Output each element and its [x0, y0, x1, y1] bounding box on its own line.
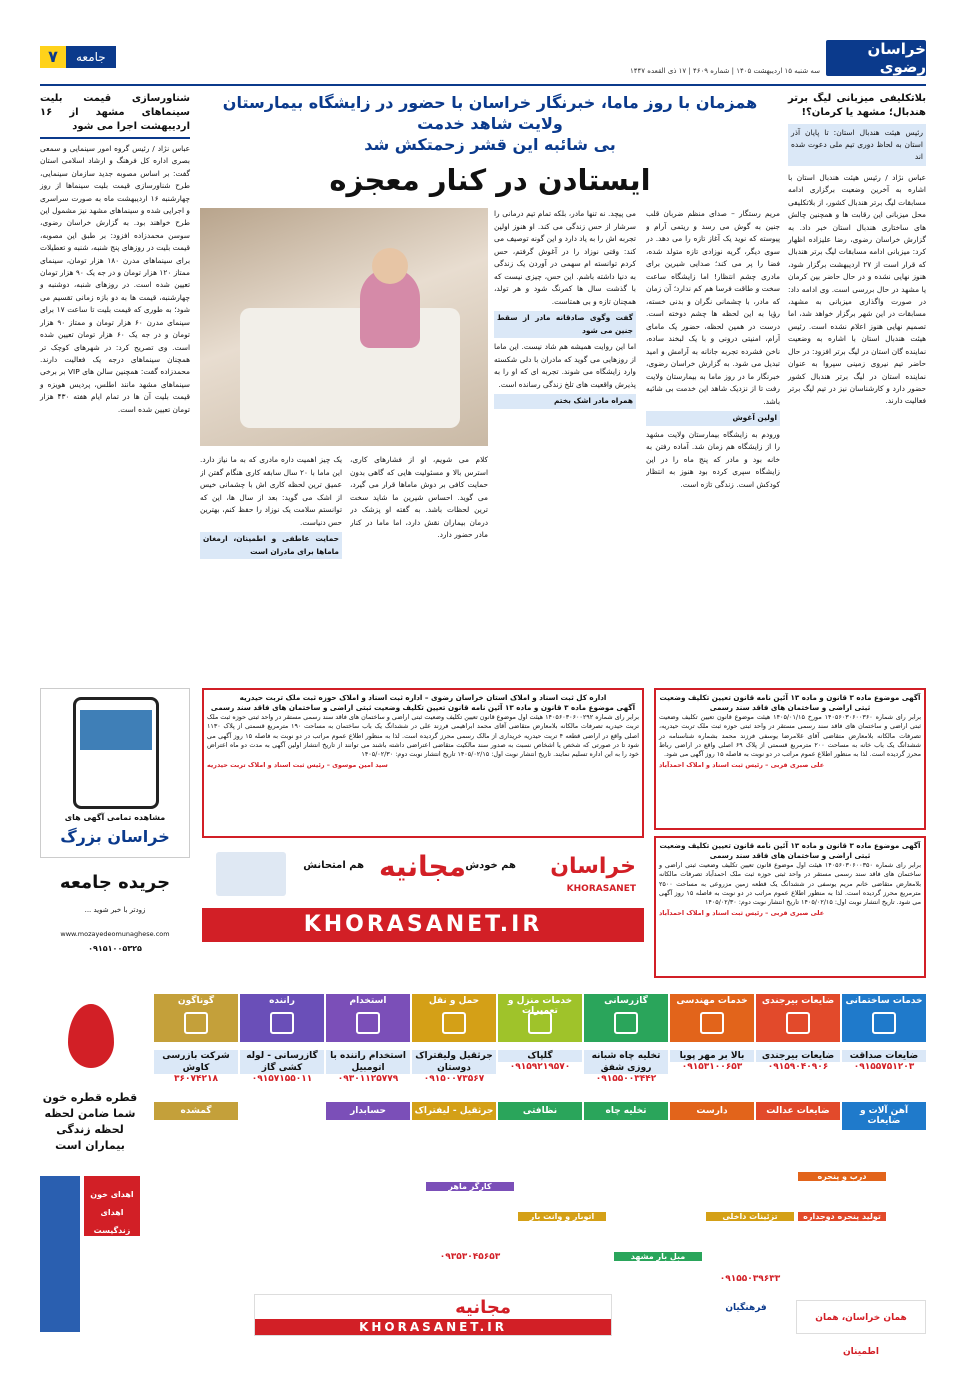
category-tile-secondary[interactable] — [498, 1102, 582, 1120]
item-title: شرکت بازرسی کاوش — [154, 1050, 238, 1074]
blood-drop-icon — [68, 1004, 114, 1068]
footer-cat-doors[interactable]: درب و پنجره — [798, 1172, 886, 1181]
blood-cta — [84, 1176, 140, 1236]
newspaper-logo[interactable]: خراسان رضوی — [826, 40, 926, 76]
item-phone[interactable]: ۰۹۱۵۹۰۴۰۹۰۶ — [767, 1062, 829, 1072]
notice-title: آگهی موضوع ماده ۳ قانون و ماده ۱۳ آئین نامه قانون تعیین تکلیف وضعیت ثبتی اراضی و ساختمان های فاقد سند رسمی — [659, 841, 921, 860]
ads-area — [40, 688, 926, 980]
category-label: حسابدار — [350, 1106, 386, 1116]
page-number: ۷ — [40, 46, 66, 68]
category-tile[interactable] — [670, 994, 754, 1042]
story-kicker-2: بی شائبه این قشر زحمتکش شد — [364, 135, 616, 154]
story-kicker: همزمان با روز ماما، خبرنگار خراسان با حضور در زایشگاه بیمارستان ولایت شاهد خدمت — [222, 93, 758, 133]
footer-cat-truck[interactable]: اتوبار و وانت بار — [518, 1212, 606, 1221]
category-tile-secondary[interactable] — [670, 1102, 754, 1120]
legal-notice-3 — [202, 688, 644, 838]
banner-free: مجانیه — [379, 850, 466, 883]
jaride-logo: جریده جامعه — [59, 872, 171, 893]
blood-donation-ad — [40, 994, 140, 1340]
notice-signature: علی صبری قربی – رئیس ثبت اسناد و املاک احمدآباد — [659, 761, 825, 770]
col-text: کلام می شویم، او از فشارهای کاری، استرس بالا و مسئولیت هایی که گاهی بدون حمایت کافی بر دوش ماماها قرار می گیرد، می گوید. احساس شیرین ما شاید سخت ترین لحظات باشد. به گفته او پزشک در درمان بیماران نقش دارد، اما ماما در کنار مادر حضور دارد. — [350, 455, 488, 539]
item-title: جرثقیل ولیفتراک دوستان — [412, 1050, 496, 1074]
subheading: گفت وگوی صادقانه مادر از سقط جنین می شود — [494, 311, 636, 338]
category-label: خدمات مهندسی — [676, 996, 748, 1006]
footer-banner-free: مجانیه — [455, 1297, 511, 1318]
notice-body: برابر رای شماره ۱۴۰۵۶۰۳۰۶۰۰۲۹۲ هیئت اول موضوع قانون تعیین تکلیف وضعیت ثبتی اراضی و ساختمان های فاقد سند رسمی مستقر در واحد ثبتی حوزه ثبت ملک تربت حیدریه تصرفات مالکانه بلامعارض متقاضی آقای محمد ابراهیمی فرزند علی در ششدانگ یک باب ساختمان به مساحت ۱۹۰ مترمربع قسمتی از پلاک ۱۱۳۰ اصلی واقع در اراضی قطعه ۴ تربت حیدریه خریداری از مالک رسمی محرز گردیده است. لذا به منظور اطلاع عموم مراتب در دو نوبت به فاصله ۱۵ روز آگهی می شود تا در صورتی که شخص یا اشخاص نسبت به صدور سند مالکیت متقاضی اعتراضی داشته باشند می توانند از تاریخ انتشار اولین آگهی به مدت دو ماه اعتراض خود را به این اداره تسلیم نمایند. تاریخ انتشار نوبت اول: ۱۴۰۵/۰۲/۱۵ تاریخ انتشار نوبت دوم: ۱۴۰۵/۰۲/۳۰ — [207, 713, 640, 759]
category-tile-secondary[interactable] — [842, 1102, 926, 1130]
category-icon — [528, 1012, 552, 1034]
item-phone[interactable]: ۰۹۱۵۷۱۵۵۰۱۱ — [251, 1074, 313, 1084]
col-text: یک چیز اهمیت داره مادری که به ما نیاز دارد. این ماما با ۲۰ سال سابقه کاری هنگام گفتن از عمیق ترین لحظه کاری اش با چشمانی خیس از اشک می گوید: بعد از سال ها، این که توانستم سلامت یک نوزاد را حفظ کنم، بهترین حس دنیاست. — [200, 455, 342, 527]
issue-line: سه شنبه ۱۵ اردیبهشت ۱۴۰۵ | شماره ۴۶۰۹ | ۱۷ ذی القعده ۱۴۴۷ — [630, 67, 820, 75]
category-label: استخدام — [349, 996, 387, 1006]
header-divider — [40, 84, 926, 86]
story-col-4 — [200, 454, 342, 678]
article-title: بلاتکلیفی میزبانی لیگ برتر هندبال؛ مشهد یا کرمان؟! — [788, 93, 926, 118]
classified-item[interactable] — [240, 1050, 324, 1084]
main-story — [200, 92, 780, 680]
masthead — [40, 40, 926, 80]
category-tile[interactable] — [412, 994, 496, 1042]
category-tile[interactable] — [498, 994, 582, 1042]
category-label: آهن آلات و ضایعات — [859, 1106, 909, 1126]
category-icon — [614, 1012, 638, 1034]
item-phone[interactable]: ۰۹۱۵۰۰۷۳۵۶۷ — [423, 1074, 485, 1084]
category-tile-secondary[interactable] — [756, 1102, 840, 1120]
category-icon — [872, 1012, 896, 1034]
article-body: عباس نژاد / رئیس گروه امور سینمایی و سمعی بصری اداره کل فرهنگ و ارشاد اسلامی استان گفت: بر اساس مصوبه جدید سازمان سینمایی، طرح شناورسازی قیمت بلیت سینماها از روز چهارشنبه ۱۶ اردیبهشت ماه به صورت سراسری و اجرایی شده و سینماهای مشهد نیز مشمول این طرح خواهند بود. به گزارش خراسان رضوی، سوسن محمدزاده افزود: بر طبق این مصوبه، قیمت بلیت در روزهای پنج شنبه، شنبه و تعطیلات برای سینماهای مدرن ۱۸۰ هزار تومان، سینمای ممتاز ۱۲۰ هزار تومان و در جه یک ۹۰ هزار تومان تعیین شده است. در روزهای شنبه، دوشنبه و چهارشنبه، قیمت ها به دو بازه زمانی تقسیم می شود؛ به طوری که قیمت بلیت تا ساعت ۱۷ برای سینمای مدرن ۶۰ هزار تومان و ممتاز ۹۰ هزار تومان و در جه یک ۶۰ هزار تومان تعیین شده است. وی تصریح کرد: در شهرهای کوچک تر همچنان سینماهای درجه یک فعالیت دارند. محمدزاده گفت: همچنین سالن های VIP بر برخی سینماهای مشهد مانند اطلس، پردیس هویزه و قیمت بلیت آن ها در تمام ایام هفته ۴۳۰ هزار تومان تعیین شده است. — [40, 144, 191, 414]
footer-phone-1[interactable]: ۰۹۳۵۳۰۴۵۶۵۳ — [439, 1252, 501, 1262]
handball-article — [788, 92, 926, 637]
item-title: ضایعات بیرجندی — [756, 1050, 840, 1062]
item-phone[interactable]: ۰۹۱۵۵۷۵۱۲۰۳ — [853, 1062, 915, 1072]
legal-notice-1 — [654, 688, 926, 830]
article-lead: رئیس هیئت هندبال استان: تا پایان آذر استان به لحاظ دوری تیم ملی دعوت شده اند — [788, 124, 926, 166]
khorasanet-banner[interactable] — [202, 846, 644, 942]
category-tile[interactable] — [240, 994, 324, 1042]
section-name[interactable]: جامعه — [66, 46, 116, 68]
category-label: دارست — [696, 1106, 728, 1116]
col-text: می پیچد. نه تنها مادر، بلکه تمام تیم درمانی را سرشار از حس زندگی می کند. او هنوز اولین تجربه اش را به یاد دارد و این گونه توصیف می کند: وقتی نوزاد را در آغوش گرفتم، حس کردم توانسته ام سهمی در آوردن یک زندگی به دنیا داشته باشم. این حس، چیزی نیست که با گذشت سال ها کمرنگ شود و هر تولد، همچنان تازه و بی همتاست. — [494, 209, 636, 306]
col-text: مریم رستگار – صدای منظم ضربان قلب جنین به گوش می رسد و ریتمی آرام و پیوسته که نوید یک آغاز تازه را می دهد. در سوی دیگر، گریه نوزادی تازه متولد شده، فضا را پر می کند؛ صدایی شیرین برای مادری چشم انتظار! اما زایشگاه ساعت سخت و طاقت فرسا هم کم ندارد؛ آن زمان که مادر، با چشمانی نگران و بدنی خسته، رؤیا به این لحظه ها چشم دوخته است. درست در همین لحظه، حضور یک مامای آرام، امنیتی درونی و با یک لبخند ساده، ناخن فشرده تجربه جانانه به آرامش و امید تبدیل می شود. به گزارش خراسان رضوی، خبرنگار ما در روز ماما به بیمارستان ولایت رفت تا از نزدیک شاهد این خدمت بی شائبه باشد. — [646, 209, 780, 406]
phone-screen — [80, 710, 152, 750]
item-title: تخلیه چاه شبانه روزی شفق — [584, 1050, 668, 1074]
category-label: تخلیه چاه — [605, 1106, 647, 1116]
notice-body: برابر رای شماره ۱۴۰۵۶۰۳۰۶۰۰۳۶۰ مورخ ۱۴۰۵/۰۱/۱۵ هیئت موضوع قانون تعیین تکلیف وضعیت ثبتی اراضی و ساختمان های فاقد سند رسمی مستقر در واحد ثبتی حوزه ثبت ملک تربت حیدریه، تصرفات مالکانه بلامعارض متقاضی آقای غلامرضا یوسفی فرزند محمد بشماره شناسنامه در ششدانگ یک باب خانه به مساحت ۲۰۰ مترمربع قسمتی از پلاک ۶۹ اصلی واقع در اراضی رباط محرز گردیده است. لذا به منظور اطلاع عموم مراتب در دو نوبت به فاصله ۱۵ روز آگهی می شود. — [659, 713, 921, 759]
category-tile[interactable] — [756, 994, 840, 1042]
classified-item[interactable] — [498, 1050, 582, 1072]
promo-caption: مشاهده تمامی آگهی های — [64, 813, 166, 822]
item-title: بالا بر مهر پویا — [670, 1050, 754, 1062]
laptop-illustration — [216, 852, 286, 896]
category-icon — [442, 1012, 466, 1034]
category-icon — [356, 1012, 380, 1034]
category-label: راننده — [269, 996, 295, 1006]
banner-brand: خراسان — [550, 854, 636, 879]
col-text: ورودم به زایشگاه بیمارستان ولایت مشهد را از زایشگاه هم زمان شد. آماده رفتن به خانه بود و مادر که پنج ماه را در این زایشگاه سپری کرده بود هنوز به انتظار کودکش است. زندگی تازه است. — [646, 429, 780, 489]
legal-notice-2 — [654, 836, 926, 978]
face-shape — [372, 248, 408, 284]
footer-slogan: همان خراسان، همان اطمینان — [796, 1300, 926, 1334]
classified-item[interactable] — [584, 1050, 668, 1084]
bed-shape — [240, 308, 460, 428]
classified-item[interactable] — [756, 1050, 840, 1072]
footer-cat-movers[interactable]: مبل بار مشهد — [614, 1252, 702, 1261]
cinema-article — [40, 92, 190, 677]
subheading: همراه مادر اشک بختم — [494, 394, 636, 409]
category-tile[interactable] — [154, 994, 238, 1042]
category-label: خدمات منزل و تعمیرات — [507, 996, 573, 1016]
blood-cta-1: اهدای خون — [90, 1190, 134, 1199]
article-body: عباس نژاد / رئیس هیئت هندبال استان با اشاره به آخرین وضعیت برگزاری ادامه مسابقات لیگ برتر هندبال کشور، از بلاتکلیفی محل میزبانی این رقابت ها و همچنین چالش های ساختاری هندبال استان خبر داد. به گزارش خراسان رضوی، رضا علیزاده اظهار کرد: میزبانی ادامه مسابقات لیگ برتر هندبال که قرار است از ۲۷ اردیبهشت برگزار شود، هنوز نهایی نشده و در حال حاضر بین کرمان یا مشهد در حال بررسی است. وی ادامه داد: در صورت واگذاری میزبانی به مشهد، مسابقات در این شهر برگزار خواهد شد، اما تصمیم نهایی هنوز اعلام نشده است. رئیس هیئت هندبال استان با اشاره به وضعیت نماینده گان استان در لیگ برتر افزود: در حال حاضر تیم نیروی زمینی سپروا به عنوان نماینده استان در لیگ برتر هندبال کشور حضور دارد و کارشناسان نیز در تیم لیگ برتر فعالیت دارند. — [788, 173, 926, 406]
item-title: ضایعات صداقت — [842, 1050, 926, 1062]
category-label: ضایعات بیرجندی — [761, 996, 835, 1006]
col-text: اما این روایت همیشه هم شاد نیست. این ماما از روزهایی می گوید که مادران با دلی شکسته وارد زایشگاه می شوند. تجربه ای که او را به پذیرش واقعیت های تلخ زندگی رسانده است. — [494, 342, 636, 389]
category-tile[interactable] — [842, 994, 926, 1042]
banner-sub: هم خودش — [465, 860, 516, 871]
footer-banner[interactable] — [254, 1294, 612, 1336]
footer-cat-decor[interactable]: تزئینات داخلی — [706, 1212, 794, 1221]
article-title: شناورسازی قیمت بلیت سینماهای مشهد از ۱۶ اردیبهشت اجرا می شود — [40, 92, 190, 139]
blood-cta-2: اهدای زندگیست — [93, 1208, 131, 1235]
story-col-1 — [646, 208, 780, 678]
jaride-tagline: زودتر با خبر شوید ... — [84, 906, 146, 914]
khorasan-bozorg-promo[interactable] — [40, 688, 190, 858]
story-col-2 — [494, 208, 636, 678]
classified-item[interactable] — [842, 1050, 926, 1072]
classified-item[interactable] — [326, 1050, 410, 1084]
notice-body: برابر رای شماره ۱۴۰۵۶۰۳۰۶۰۰۳۵۰ هیئت اول موضوع قانون تعیین تکلیف وضعیت ثبتی اراضی و ساختمان های فاقد سند رسمی مستقر در واحد ثبتی حوزه ثبت ملک احمدآباد تصرفات مالکانه بلامعارض متقاضی خانم مریم یوسفی در ششدانگ یک قطعه زمین مزروعی به مساحت ۲۵۰۰ مترمربع محرز گردیده است. لذا به منظور اطلاع عموم مراتب در دو نوبت به فاصله ۱۵ روز آگهی می شود. تاریخ انتشار نوبت اول: ۱۴۰۵/۰۲/۱۵ تاریخ انتشار نوبت دوم: ۱۴۰۵/۰۲/۳۰ — [659, 861, 921, 907]
blood-title: قطره قطره خون شما ضامن لحظه لحظه زندگی بیماران است — [42, 1091, 138, 1152]
story-col-3 — [350, 454, 488, 678]
item-title: گلپاک — [498, 1050, 582, 1062]
classified-item[interactable] — [154, 1050, 238, 1084]
item-phone[interactable]: ۰۹۳۰۱۱۲۵۷۷۹ — [337, 1074, 399, 1084]
subheading: اولین آغوش — [646, 411, 780, 426]
category-tile[interactable] — [326, 994, 410, 1042]
category-label: حمل و نقل — [428, 996, 480, 1006]
category-label: خدمات ساختمانی — [845, 996, 923, 1006]
notice-subtitle: آگهی موضوع ماده ۳ قانون و ماده ۱۳ آئین نامه قانون تعیین تکلیف وضعیت ثبتی اراضی و ساختمان های فاقد سند رسمی — [210, 703, 636, 712]
category-label: ضایعات عدالت — [766, 1106, 830, 1116]
category-label: گوناگون — [177, 996, 215, 1006]
promo-brand: خراسان بزرگ — [60, 827, 170, 846]
jaride-phone[interactable]: ۰۹۱۵۱۰۰۵۳۲۵ — [88, 944, 142, 953]
notice-signature: سید امین موسوی – رئیس ثبت اسناد و املاک تربت حیدریه — [207, 761, 388, 770]
notice-title: اداره کل ثبت اسناد و املاک استان خراسان رضوی – اداره ثبت اسناد و املاک حوزه ثبت ملک تربت حیدریه — [239, 693, 607, 702]
item-phone[interactable]: ۰۹۱۵۳۱۰۰۶۵۳ — [681, 1062, 743, 1072]
category-tile-secondary[interactable] — [326, 1102, 410, 1120]
subheading: حمایت عاطفی و اطمینان، ارمغان ماماها برای مادران است — [200, 532, 342, 559]
item-phone[interactable]: ۳۶۰۷۴۲۱۸ — [174, 1074, 218, 1084]
banner-url[interactable]: KHORASANET.IR — [202, 908, 644, 942]
footer-cat-windows[interactable]: تولید پنجره دوجداره — [798, 1212, 886, 1221]
khorasanet-vertical-ad[interactable] — [40, 1176, 80, 1332]
notice-title: آگهی موضوع ماده ۳ قانون و ماده ۱۳ آئین نامه قانون تعیین تکلیف وضعیت ثبتی اراضی و ساختمان های فاقد سند رسمی — [659, 693, 921, 712]
category-tile-secondary[interactable] — [584, 1102, 668, 1120]
jaride-ad[interactable] — [40, 866, 190, 970]
category-label: گمشده — [180, 1106, 212, 1116]
jaride-site[interactable]: www.mozayedeomunaghese.com — [60, 930, 170, 938]
footer-phone-2[interactable]: ۰۹۱۵۵۰۳۹۶۳۳ — [719, 1274, 781, 1284]
item-title: گازرسانی - لوله کشی گاز — [240, 1050, 324, 1074]
item-phone[interactable]: ۰۹۱۵۵۰۰۳۴۴۲ — [595, 1074, 657, 1084]
classified-item[interactable] — [412, 1050, 496, 1084]
story-headline: ایستادن در کنار معجزه — [329, 163, 651, 197]
phone-illustration — [73, 697, 159, 809]
classifieds — [40, 994, 926, 1357]
item-phone[interactable]: ۰۹۱۵۹۲۱۹۵۷۰ — [509, 1062, 571, 1072]
banner-brand-en: KHORASANET — [566, 884, 636, 894]
notice-signature: علی صبری قربی – رئیس ثبت اسناد و املاک احمدآباد — [659, 909, 825, 918]
maternity-photo — [200, 208, 488, 446]
footer-cat-worker[interactable]: کارگر ماهر — [426, 1182, 514, 1191]
category-icon — [700, 1012, 724, 1034]
item-title: استخدام راننده با اتومبیل — [326, 1050, 410, 1074]
category-label: جرثقیل - لیفتراک — [414, 1106, 494, 1116]
category-icon — [184, 1012, 208, 1034]
footer-banner-url[interactable]: KHORASANET.IR — [255, 1319, 611, 1335]
category-label: نظافتی — [522, 1106, 558, 1116]
banner-exam: هم امتحانش — [303, 860, 364, 871]
category-tile-secondary[interactable] — [154, 1102, 238, 1120]
category-tile-secondary[interactable] — [412, 1102, 496, 1120]
classified-item[interactable] — [670, 1050, 754, 1072]
category-tile[interactable] — [584, 994, 668, 1042]
category-icon — [786, 1012, 810, 1034]
category-label: گازرسانی — [604, 996, 648, 1006]
section-tab — [40, 46, 116, 68]
category-icon — [270, 1012, 294, 1034]
footer-cat-farhangian[interactable]: فرهنگیان — [725, 1303, 767, 1313]
